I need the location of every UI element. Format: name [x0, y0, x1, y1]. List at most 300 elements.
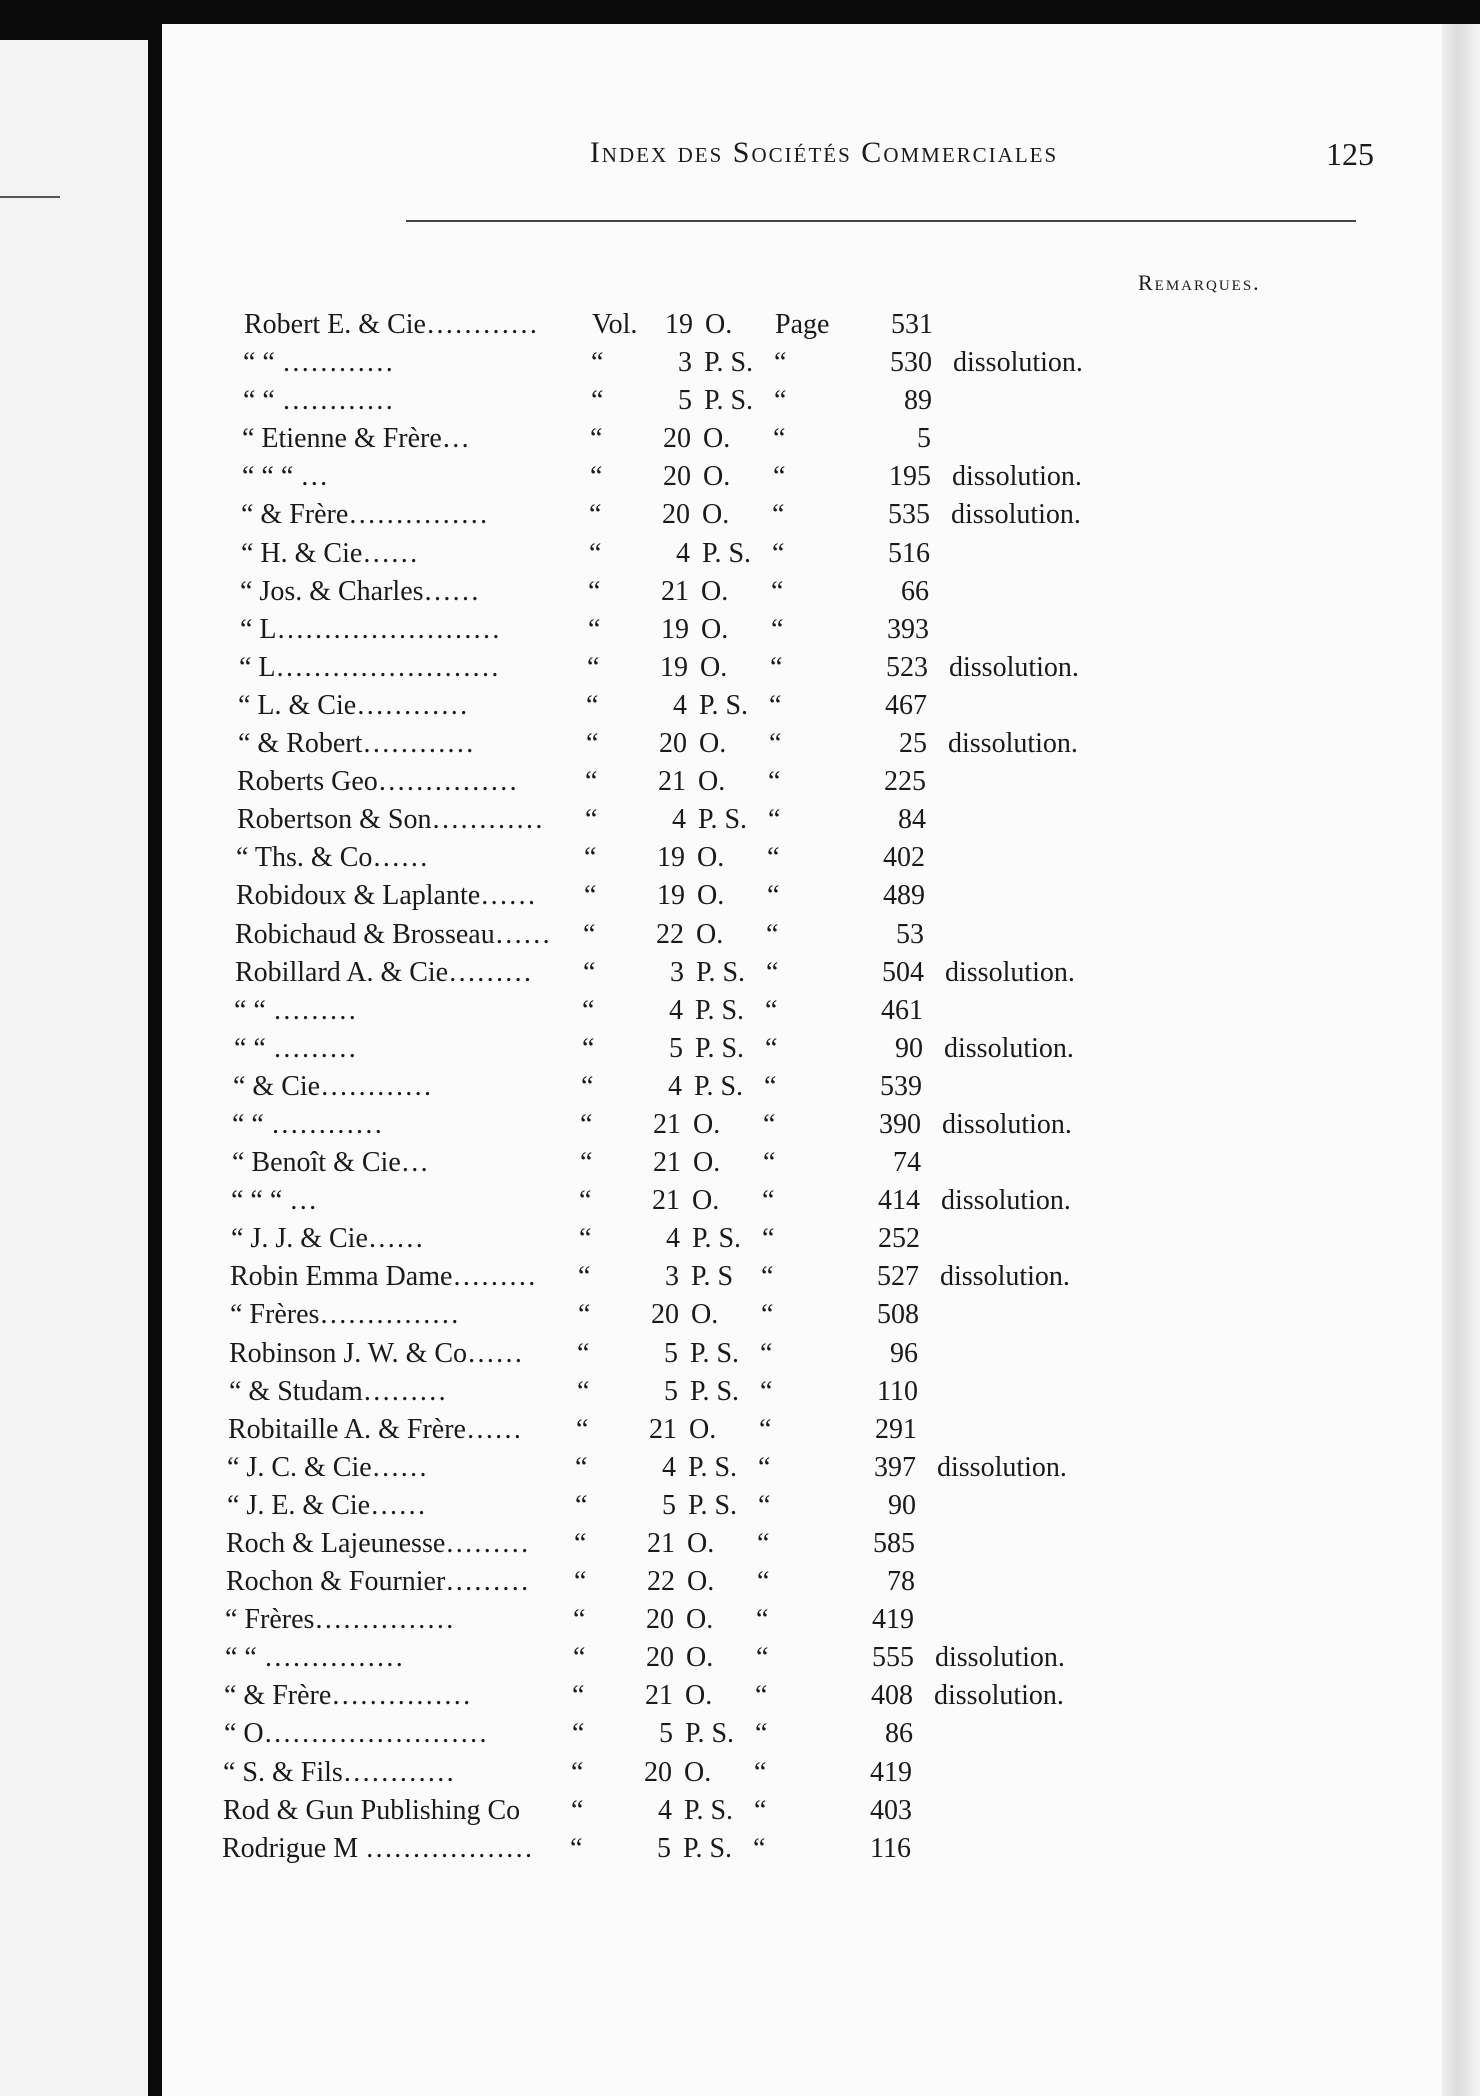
entry-vol: “	[581, 1070, 594, 1102]
entry-page-label: “	[770, 651, 783, 683]
index-entry-row	[162, 801, 1480, 839]
entry-volume-number: 20	[646, 1604, 674, 1636]
entry-series: O.	[685, 1680, 713, 1712]
entry-volume-number: 20	[651, 1299, 679, 1331]
entry-name: “ & Frère……………	[241, 499, 489, 531]
entry-name: “ & Frère……………	[224, 1680, 472, 1712]
entry-series: P. S	[691, 1261, 734, 1293]
entry-vol: “	[590, 423, 603, 455]
entry-page-number: 539	[880, 1070, 922, 1102]
index-entry-row	[162, 725, 1480, 763]
entry-page-label: “	[764, 1070, 777, 1102]
entry-remark: dissolution.	[934, 1680, 1064, 1712]
entry-vol: “	[586, 728, 599, 760]
index-entry-row	[162, 1030, 1480, 1068]
entry-series: P. S.	[683, 1832, 733, 1864]
entry-volume-number: 4	[672, 804, 686, 836]
index-entry-row	[162, 1296, 1480, 1334]
entry-volume-number: 5	[657, 1832, 671, 1864]
entry-name: Roberts Geo……………	[237, 766, 518, 798]
entry-vol: “	[570, 1832, 583, 1864]
entry-series: P. S.	[695, 1032, 745, 1064]
entry-page-number: 393	[887, 613, 929, 645]
index-entry-row	[162, 1373, 1480, 1411]
entry-page-label: “	[773, 423, 786, 455]
entry-page-number: 89	[904, 385, 932, 417]
entry-name: “ “ …………	[243, 385, 394, 417]
entry-page-number: 508	[877, 1299, 919, 1331]
entry-page-number: 419	[870, 1756, 912, 1788]
index-entry-row	[162, 496, 1480, 534]
entry-page-number: 252	[878, 1223, 920, 1255]
entry-name: “ L……………………	[240, 613, 501, 645]
page-number: 125	[1326, 136, 1374, 172]
entry-name: “ “ ………	[234, 1032, 357, 1064]
facing-page-edge	[0, 40, 148, 2096]
entry-page-number: 53	[896, 918, 924, 950]
entry-vol: “	[577, 1375, 590, 1407]
entry-series: O.	[687, 1566, 715, 1598]
entry-name: “ & Cie…………	[233, 1070, 433, 1102]
index-entry-row	[162, 1335, 1480, 1373]
entry-remark: dissolution.	[948, 728, 1078, 760]
entry-vol: “	[588, 575, 601, 607]
entry-series: P. S.	[685, 1718, 735, 1750]
entry-series: O.	[699, 728, 727, 760]
entry-page-number: 531	[891, 309, 933, 340]
entry-series: P. S.	[694, 1070, 744, 1102]
entry-page-label: “	[761, 1299, 774, 1331]
entry-page-number: 419	[872, 1604, 914, 1636]
entry-volume-number: 21	[661, 575, 689, 607]
entry-volume-number: 20	[663, 461, 691, 493]
entry-name: Robidoux & Laplante……	[236, 880, 537, 912]
entry-vol: “	[571, 1794, 584, 1826]
entry-series: P. S.	[688, 1451, 738, 1483]
entry-page-label: “	[766, 956, 779, 988]
entry-volume-number: 21	[653, 1108, 681, 1140]
entry-vol: “	[575, 1489, 588, 1521]
entry-volume-number: 20	[662, 499, 690, 531]
entry-vol: “	[573, 1642, 586, 1674]
entry-page-label: “	[774, 347, 787, 379]
entry-page-label: “	[763, 1147, 776, 1179]
entry-page-number: 403	[870, 1794, 912, 1826]
index-entry-row	[162, 535, 1480, 573]
index-entry-row	[162, 344, 1480, 382]
entry-remark: dissolution.	[937, 1451, 1067, 1483]
entry-remark: dissolution.	[952, 461, 1082, 493]
entry-volume-number: 5	[662, 1489, 676, 1521]
index-entry-row	[162, 1182, 1480, 1220]
entry-series: O.	[705, 309, 733, 340]
entry-vol: “	[578, 1299, 591, 1331]
entry-series: P. S.	[692, 1223, 742, 1255]
entry-remark: dissolution.	[945, 956, 1075, 988]
entry-page-label: “	[767, 842, 780, 874]
entry-remark: dissolution.	[949, 651, 1079, 683]
entry-series: O.	[697, 842, 725, 874]
entry-page-number: 84	[898, 804, 926, 836]
entry-volume-number: 3	[670, 956, 684, 988]
index-entry-row	[162, 687, 1480, 725]
entry-volume-number: 4	[673, 689, 687, 721]
index-entry-row	[162, 1106, 1480, 1144]
entry-vol: “	[572, 1680, 585, 1712]
index-entries	[162, 306, 1480, 1868]
entry-series: P. S.	[702, 537, 752, 569]
index-entry-row	[162, 1449, 1480, 1487]
entry-vol: “	[585, 804, 598, 836]
entry-page-label: “	[774, 385, 787, 417]
entry-page-label: “	[756, 1604, 769, 1636]
entry-page-number: 523	[886, 651, 928, 683]
entry-series: O.	[689, 1413, 717, 1445]
entry-series: O.	[693, 1147, 721, 1179]
entry-volume-number: 4	[669, 994, 683, 1026]
entry-page-label: “	[763, 1108, 776, 1140]
entry-volume-number: 5	[664, 1375, 678, 1407]
entry-volume-number: 21	[652, 1185, 680, 1217]
entry-remark: dissolution.	[951, 499, 1081, 531]
index-entry-row	[162, 420, 1480, 458]
entry-page-number: 461	[881, 994, 923, 1026]
index-entry-row	[162, 1563, 1480, 1601]
entry-series: P. S.	[696, 956, 746, 988]
entry-name: Rod & Gun Publishing Co	[223, 1794, 521, 1826]
entry-name: Robillard A. & Cie………	[235, 956, 533, 988]
entry-page-label: “	[768, 804, 781, 836]
entry-series: O.	[684, 1756, 712, 1788]
entry-volume-number: 22	[656, 918, 684, 950]
entry-vol: “	[582, 994, 595, 1026]
entry-series: O.	[701, 613, 729, 645]
entry-name: “ “ …………	[243, 347, 394, 379]
entry-name: Robin Emma Dame………	[230, 1261, 537, 1293]
entry-page-number: 527	[877, 1261, 919, 1293]
entry-series: O.	[700, 651, 728, 683]
entry-page-number: 408	[871, 1680, 913, 1712]
entry-name: “ J. E. & Cie……	[227, 1489, 427, 1521]
entry-page-number: 414	[878, 1185, 920, 1217]
entry-name: “ L……………………	[239, 651, 500, 683]
entry-vol: “	[584, 880, 597, 912]
entry-volume-number: 5	[669, 1032, 683, 1064]
entry-name: “ “ “ …	[242, 461, 329, 493]
entry-page-number: 66	[901, 575, 929, 607]
entry-page-label: “	[761, 1261, 774, 1293]
entry-page-label: “	[768, 766, 781, 798]
entry-page-number: 5	[917, 423, 931, 455]
index-entry-row	[162, 839, 1480, 877]
entry-volume-number: 21	[645, 1680, 673, 1712]
entry-page-number: 225	[884, 766, 926, 798]
entry-volume-number: 21	[653, 1147, 681, 1179]
entry-vol: “	[586, 689, 599, 721]
entry-volume-number: 5	[678, 385, 692, 417]
entry-volume-number: 19	[665, 309, 693, 340]
entry-volume-number: 19	[657, 880, 685, 912]
entry-series: O.	[702, 499, 730, 531]
entry-page-number: 78	[887, 1566, 915, 1598]
entry-remark: dissolution.	[944, 1032, 1074, 1064]
entry-volume-number: 4	[668, 1070, 682, 1102]
entry-page-label: “	[772, 499, 785, 531]
entry-page-number: 116	[870, 1832, 911, 1864]
entry-name: “ “ “ …	[231, 1185, 318, 1217]
entry-vol: “	[573, 1604, 586, 1636]
entry-vol: “	[571, 1756, 584, 1788]
entry-page-number: 467	[885, 689, 927, 721]
index-entry-row	[162, 1677, 1480, 1715]
facing-page-rule	[0, 196, 60, 198]
entry-volume-number: 19	[660, 651, 688, 683]
entry-remark: dissolution.	[942, 1108, 1072, 1140]
entry-page-label: “	[760, 1375, 773, 1407]
entry-vol: “	[584, 842, 597, 874]
index-entry-row	[162, 954, 1480, 992]
entry-name: “ “ ………	[234, 994, 357, 1026]
entry-series: O.	[691, 1299, 719, 1331]
entry-series: P. S.	[704, 385, 754, 417]
entry-name: “ J. J. & Cie……	[231, 1223, 424, 1255]
entry-vol: “	[582, 1032, 595, 1064]
index-entry-row	[162, 573, 1480, 611]
entry-series: O.	[692, 1185, 720, 1217]
entry-volume-number: 20	[663, 423, 691, 455]
entry-vol: “	[588, 613, 601, 645]
entry-vol: “	[579, 1223, 592, 1255]
entry-page-label: “	[757, 1528, 770, 1559]
index-entry-row	[162, 763, 1480, 801]
entry-series: O.	[686, 1642, 714, 1674]
entry-page-label: “	[765, 1032, 778, 1064]
entry-page-number: 530	[890, 347, 932, 379]
entry-page-label: “	[762, 1223, 775, 1255]
entry-series: O.	[703, 423, 731, 455]
entry-volume-number: 4	[666, 1223, 680, 1255]
entry-vol: “	[575, 1451, 588, 1483]
entry-series: P. S.	[698, 804, 748, 836]
entry-page-label: “	[758, 1451, 771, 1483]
entry-name: Robertson & Son…………	[237, 804, 544, 836]
entry-name: “ “ …………	[232, 1108, 383, 1140]
entry-name: “ Ths. & Co……	[236, 842, 429, 874]
entry-page-number: 195	[889, 461, 931, 493]
index-entry-row	[162, 306, 1480, 344]
index-entry-row	[162, 611, 1480, 649]
entry-name: “ J. C. & Cie……	[227, 1451, 428, 1483]
entry-vol: “	[591, 385, 604, 417]
entry-page-label: “	[755, 1680, 768, 1712]
entry-volume-number: 3	[665, 1261, 679, 1293]
index-entry-row	[162, 1258, 1480, 1296]
entry-vol: “	[583, 956, 596, 988]
entry-name: “ S. & Fils…………	[223, 1756, 455, 1788]
entry-series: P. S.	[699, 689, 749, 721]
entry-volume-number: 20	[659, 728, 687, 760]
entry-page-number: 90	[888, 1489, 916, 1521]
entry-name: “ Etienne & Frère…	[242, 423, 470, 455]
entry-page-number: 516	[888, 537, 930, 569]
entry-volume-number: 22	[647, 1566, 675, 1598]
entry-page-number: 535	[888, 499, 930, 531]
index-entry-row	[162, 649, 1480, 687]
page-title: Index des Sociétés Commerciales	[589, 136, 1059, 169]
entry-vol: “	[583, 918, 596, 950]
entry-vol: “	[580, 1147, 593, 1179]
entry-page-label: “	[773, 461, 786, 493]
entry-volume-number: 19	[661, 613, 689, 645]
entry-page-label: “	[771, 613, 784, 645]
index-entry-row	[162, 992, 1480, 1030]
entry-name: “ & Studam………	[229, 1375, 447, 1407]
entry-page-number: 585	[873, 1528, 915, 1559]
entry-series: O.	[701, 575, 729, 607]
entry-series: P. S.	[684, 1794, 734, 1826]
entry-page-number: 90	[895, 1032, 923, 1064]
index-entry-row	[162, 1601, 1480, 1639]
entry-vol: “	[590, 461, 603, 493]
entry-name: “ H. & Cie……	[241, 537, 419, 569]
index-entry-row	[162, 1144, 1480, 1182]
entry-page-label: “	[756, 1642, 769, 1674]
entry-vol: “	[572, 1718, 585, 1750]
entry-page-label: “	[759, 1413, 772, 1445]
entry-volume-number: 21	[658, 766, 686, 798]
entry-vol: “	[579, 1185, 592, 1217]
entry-page-label: “	[767, 880, 780, 912]
entry-page-label: “	[762, 1185, 775, 1217]
entry-remark: dissolution.	[940, 1261, 1070, 1293]
entry-page-label: “	[769, 689, 782, 721]
entry-page-number: 86	[885, 1718, 913, 1750]
entry-vol: “	[578, 1261, 591, 1293]
entry-page-number: 504	[882, 956, 924, 988]
index-entry-row	[162, 458, 1480, 496]
entry-page-label: “	[754, 1794, 767, 1826]
index-entry-row	[162, 1411, 1480, 1449]
entry-vol: Vol.	[592, 309, 638, 340]
entry-series: O.	[693, 1108, 721, 1140]
entry-vol: “	[580, 1108, 593, 1140]
index-entry-row	[162, 916, 1480, 954]
entry-series: O.	[686, 1604, 714, 1636]
remarks-column-heading: Remarques.	[1138, 270, 1261, 295]
entry-vol: “	[576, 1413, 589, 1445]
entry-page-label: “	[758, 1489, 771, 1521]
entry-vol: “	[591, 347, 604, 379]
entry-name: Rochon & Fournier………	[226, 1566, 530, 1598]
entry-vol: “	[589, 499, 602, 531]
entry-series: O.	[687, 1528, 715, 1559]
entry-volume-number: 5	[659, 1718, 673, 1750]
entry-name: “ Benoît & Cie…	[232, 1147, 429, 1179]
entry-page-number: 25	[899, 728, 927, 760]
entry-remark: dissolution.	[953, 347, 1083, 379]
entry-series: P. S.	[690, 1375, 740, 1407]
entry-name: “ Frères……………	[225, 1604, 455, 1636]
entry-series: P. S.	[690, 1337, 740, 1369]
entry-name: Roch & Lajeunesse………	[226, 1528, 530, 1559]
entry-name: Robichaud & Brosseau……	[235, 918, 551, 950]
entry-name: “ Jos. & Charles……	[240, 575, 480, 607]
entry-name: Rodrigue M ………………	[222, 1832, 534, 1864]
entry-page-number: 390	[879, 1108, 921, 1140]
entry-series: P. S.	[695, 994, 745, 1026]
entry-page-label: “	[771, 575, 784, 607]
index-entry-row	[162, 382, 1480, 420]
entry-page-label: “	[754, 1756, 767, 1788]
entry-volume-number: 21	[647, 1528, 675, 1559]
entry-volume-number: 4	[662, 1451, 676, 1483]
entry-name: Robitaille A. & Frère……	[228, 1413, 522, 1445]
entry-page-number: 74	[893, 1147, 921, 1179]
entry-page-number: 110	[877, 1375, 918, 1407]
entry-vol: “	[574, 1566, 587, 1598]
entry-name: Robert E. & Cie…………	[244, 309, 538, 340]
entry-volume-number: 21	[649, 1413, 677, 1445]
entry-page-label: “	[760, 1337, 773, 1369]
entry-page-number: 291	[875, 1413, 917, 1445]
entry-page-label: “	[772, 537, 785, 569]
entry-vol: “	[585, 766, 598, 798]
entry-vol: “	[574, 1528, 587, 1559]
entry-page-label: “	[755, 1718, 768, 1750]
entry-page-label: “	[765, 994, 778, 1026]
entry-name: “ & Robert…………	[238, 728, 475, 760]
entry-page-number: 489	[883, 880, 925, 912]
entry-page-label: “	[753, 1832, 766, 1864]
entry-volume-number: 20	[644, 1756, 672, 1788]
entry-series: O.	[698, 766, 726, 798]
entry-series: O.	[696, 918, 724, 950]
entry-name: Robinson J. W. & Co……	[229, 1337, 524, 1369]
entry-page-label: “	[757, 1566, 770, 1598]
entry-volume-number: 20	[646, 1642, 674, 1674]
entry-remark: dissolution.	[935, 1642, 1065, 1674]
entry-page-label: “	[766, 918, 779, 950]
entry-page-number: 402	[883, 842, 925, 874]
entry-name: “ Frères……………	[230, 1299, 460, 1331]
entry-series: P. S.	[688, 1489, 738, 1521]
index-entry-row	[162, 1639, 1480, 1677]
entry-page-number: 96	[890, 1337, 918, 1369]
entry-series: O.	[697, 880, 725, 912]
index-entry-row	[162, 1220, 1480, 1258]
index-entry-row	[162, 877, 1480, 915]
index-entry-row	[162, 1715, 1480, 1753]
header-divider	[406, 220, 1356, 222]
index-entry-row	[162, 1068, 1480, 1106]
entry-page-number: 555	[872, 1642, 914, 1674]
entry-volume-number: 3	[678, 347, 692, 379]
entry-vol: “	[589, 537, 602, 569]
index-entry-row	[162, 1754, 1480, 1792]
entry-page-label: Page	[775, 309, 830, 340]
index-entry-row	[162, 1487, 1480, 1525]
entry-series: O.	[703, 461, 731, 493]
entry-vol: “	[577, 1337, 590, 1369]
entry-vol: “	[587, 651, 600, 683]
entry-volume-number: 19	[657, 842, 685, 874]
entry-volume-number: 4	[676, 537, 690, 569]
entry-page-label: “	[769, 728, 782, 760]
entry-remark: dissolution.	[941, 1185, 1071, 1217]
entry-name: “ “ ……………	[225, 1642, 404, 1674]
entry-name: “ O……………………	[224, 1718, 488, 1750]
index-entry-row	[162, 1830, 1480, 1868]
